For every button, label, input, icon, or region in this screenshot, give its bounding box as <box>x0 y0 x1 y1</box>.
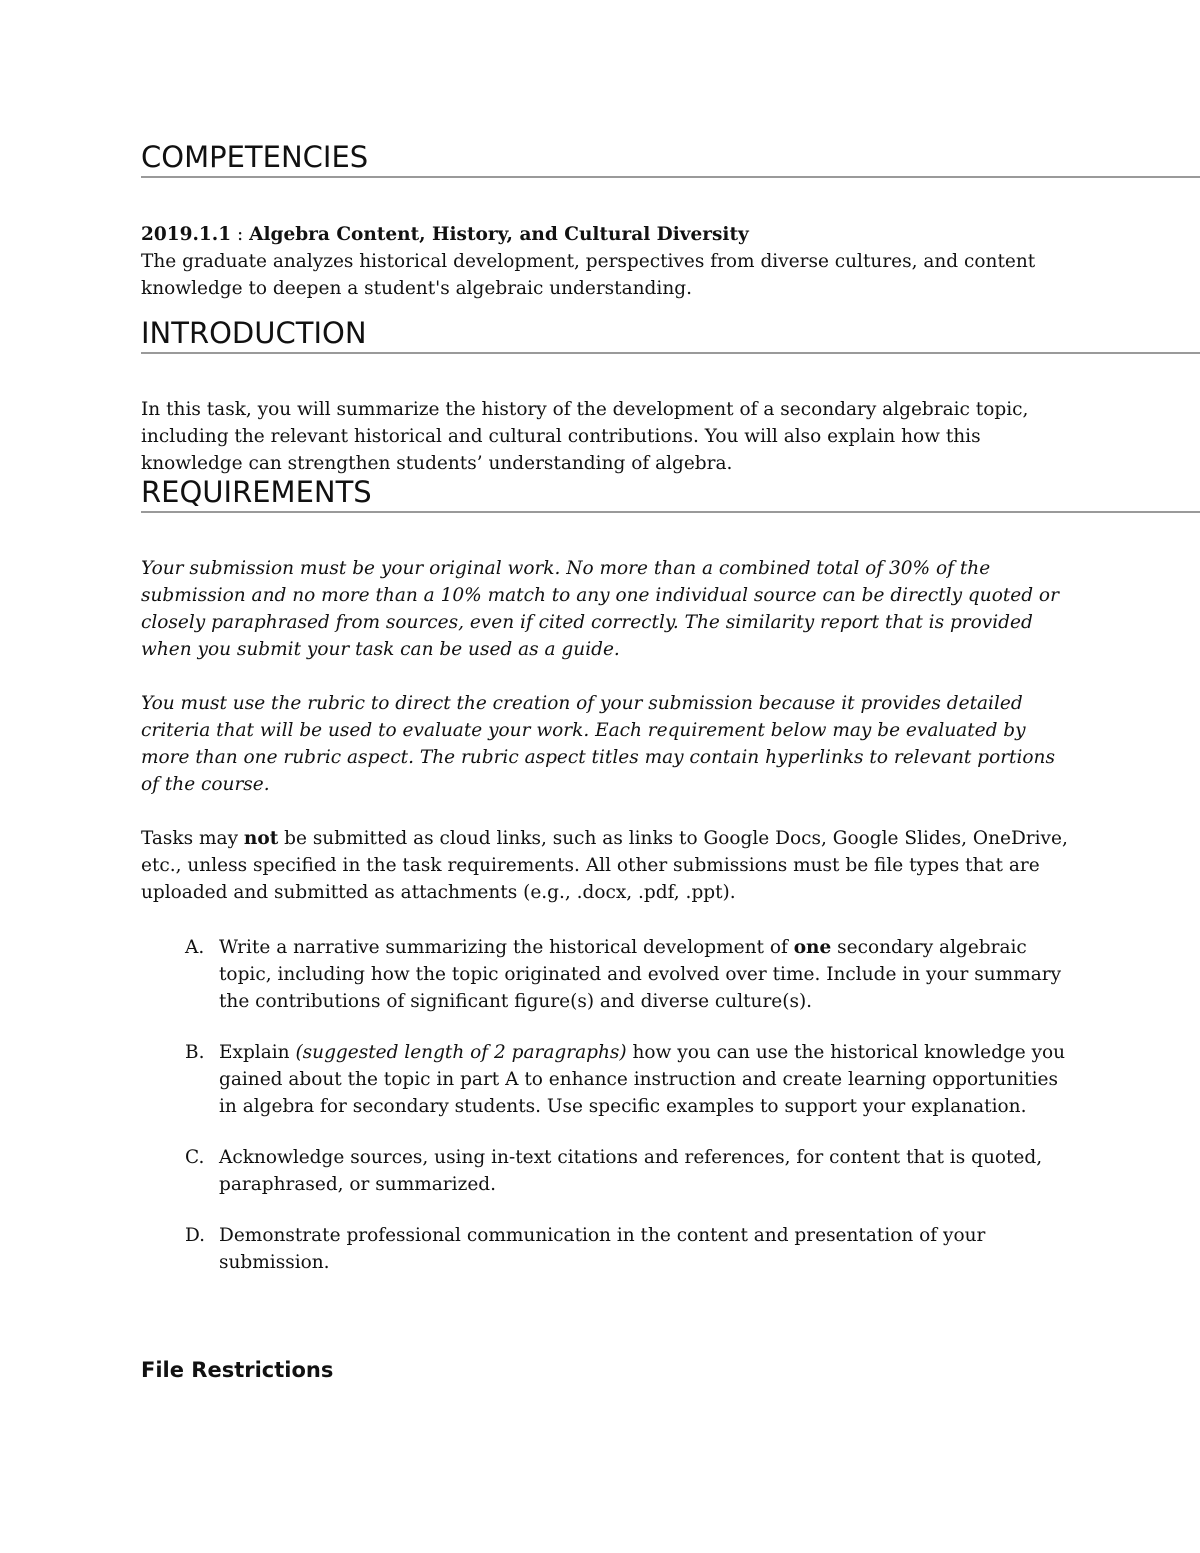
item-b-text-post: how you can use the historical knowledge you gained about the topic in part A to enhance instruction and create learning opportunities in algebra for secondary students. Use specific examples to support your explanation. <box>219 1042 1066 1117</box>
originality-paragraph: Your submission must be your original work. No more than a combined total of 30% of the submission and no more than a 10% match to any one individual source can be directly quoted or closely paraphrased from sources, even if cited correctly. The similarity report that is provided when you submit your task can be used as a guide. <box>141 558 1059 660</box>
list-marker-c: C. <box>185 1147 205 1168</box>
list-item-d <box>141 1222 1071 1276</box>
cloud-links-paragraph <box>141 825 1071 906</box>
competency-code: 2019.1.1 <box>141 224 232 245</box>
item-a-emphasis: one <box>793 937 832 958</box>
list-item-b <box>141 1039 1071 1120</box>
list-item-a <box>141 934 1071 1015</box>
introduction-heading: INTRODUCTION <box>141 316 1200 354</box>
file-restrictions-heading: File Restrictions <box>141 1358 334 1382</box>
item-a-text-pre: Write a narrative summarizing the historical development of <box>219 937 794 958</box>
list-item-c <box>141 1144 1071 1198</box>
competency-separator: : <box>231 224 250 245</box>
list-marker-b: B. <box>185 1042 205 1063</box>
list-marker-a: A. <box>185 937 205 958</box>
item-b-emphasis: (suggested length of 2 paragraphs) <box>295 1042 627 1063</box>
competency-title-line <box>141 221 1071 248</box>
requirements-list <box>141 934 1071 1276</box>
item-b-text-pre: Explain <box>219 1042 296 1063</box>
introduction-text: In this task, you will summarize the history of the development of a secondary algebraic topic, including the relevant historical and cultural contributions. You will also explain how this knowledge can strengthen students’ understanding of algebra. <box>141 399 1029 474</box>
item-c-text: Acknowledge sources, using in-text citations and references, for content that is quoted, paraphrased, or summarized. <box>219 1147 1043 1195</box>
requirements-heading: REQUIREMENTS <box>141 475 1200 513</box>
competency-description: The graduate analyzes historical development, perspectives from diverse cultures, and content knowledge to deepen a student's algebraic understanding. <box>141 251 1036 299</box>
item-d-text: Demonstrate professional communication in the content and presentation of your submission. <box>219 1225 986 1273</box>
rubric-paragraph: You must use the rubric to direct the creation of your submission because it provides detailed criteria that will be used to evaluate your work. Each requirement below may be evaluated by more than one rubric aspect. The rubric aspect titles may contain hyperlinks to relevant portions of the course. <box>141 693 1055 795</box>
cloud-links-text-post: be submitted as cloud links, such as links to Google Docs, Google Slides, OneDrive, etc., unless specified in the task requirements. All other submissions must be file types that are uploaded and submitted as attachments (e.g., .docx, .pdf, .ppt). <box>141 828 1068 903</box>
cloud-links-emphasis: not <box>243 828 279 849</box>
competency-block <box>141 221 1071 302</box>
competencies-heading: COMPETENCIES <box>141 140 1200 178</box>
list-marker-d: D. <box>185 1225 206 1246</box>
item-a-text-post: secondary algebraic topic, including how the topic originated and evolved over time. Include in your summary the contributions of significant figure(s) and diverse culture(s). <box>219 937 1062 1012</box>
competency-title: Algebra Content, History, and Cultural Diversity <box>249 224 749 245</box>
cloud-links-text-pre: Tasks may <box>141 828 244 849</box>
